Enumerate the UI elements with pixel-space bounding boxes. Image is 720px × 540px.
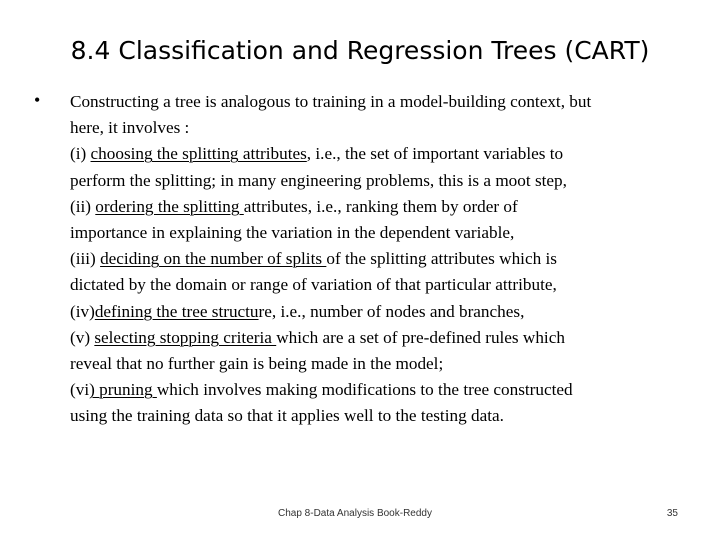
underlined-term: defining the tree structu xyxy=(94,301,259,321)
body-text-run: (ii) xyxy=(70,196,96,216)
body-line xyxy=(70,115,700,141)
body-text-run: (iii) xyxy=(70,249,101,269)
underlined-term: ordering the splitting xyxy=(95,196,244,216)
body-line xyxy=(70,194,700,220)
slide-title: 8.4 Classification and Regression Trees (CART) xyxy=(70,36,650,65)
body-line xyxy=(70,168,700,194)
body-text-run: reveal that no further gain is being made in the model; xyxy=(70,353,444,373)
body-text-run: importance in explaining the variation in the dependent variable, xyxy=(70,222,515,242)
body-text-run: which involves making modifications to the tree constructed xyxy=(156,380,573,400)
body-text-run: (v) xyxy=(70,327,95,347)
body-text-run: re, i.e., number of nodes and branches, xyxy=(258,301,525,321)
body-line xyxy=(70,246,700,272)
underlined-term: deciding on the number of splits xyxy=(100,249,327,269)
body-text-run: (iv) xyxy=(70,301,95,321)
underlined-term: choosing the splitting attributes xyxy=(90,144,307,164)
body-line xyxy=(70,220,700,246)
body-line xyxy=(70,325,700,351)
body-text-run: perform the splitting; in many engineering problems, this is a moot step, xyxy=(70,170,567,190)
body-text-run: here, it involves : xyxy=(70,118,190,138)
underlined-term: selecting stopping criteria xyxy=(94,327,277,347)
body-text-run: (i) xyxy=(70,144,91,164)
body-line xyxy=(70,141,700,167)
body-text-run: dictated by the domain or range of variation of that particular attribute, xyxy=(70,275,557,295)
body-line xyxy=(70,377,700,403)
bullet-marker: • xyxy=(34,90,41,110)
body-line xyxy=(70,351,700,377)
body-line xyxy=(70,272,700,298)
body-text-run: (vi xyxy=(70,380,90,400)
page-number: 35 xyxy=(666,508,678,519)
body-text-run: using the training data so that it applies well to the testing data. xyxy=(70,406,504,426)
bullet-body xyxy=(70,89,700,429)
body-line xyxy=(70,403,700,429)
body-text-run: Constructing a tree is analogous to training in a model-building context, but xyxy=(70,92,592,111)
body-text-run: of the splitting attributes which is xyxy=(326,249,557,269)
underlined-term: ) pruning xyxy=(89,380,157,400)
body-line xyxy=(70,89,700,115)
body-text-run: attributes, i.e., ranking them by order of xyxy=(243,196,518,216)
body-text-run: which are a set of pre-defined rules which xyxy=(276,327,565,347)
footer-text: Chap 8-Data Analysis Book-Reddy xyxy=(278,508,432,519)
body-text-run: , i.e., the set of important variables to xyxy=(306,144,564,164)
body-line xyxy=(70,299,700,325)
